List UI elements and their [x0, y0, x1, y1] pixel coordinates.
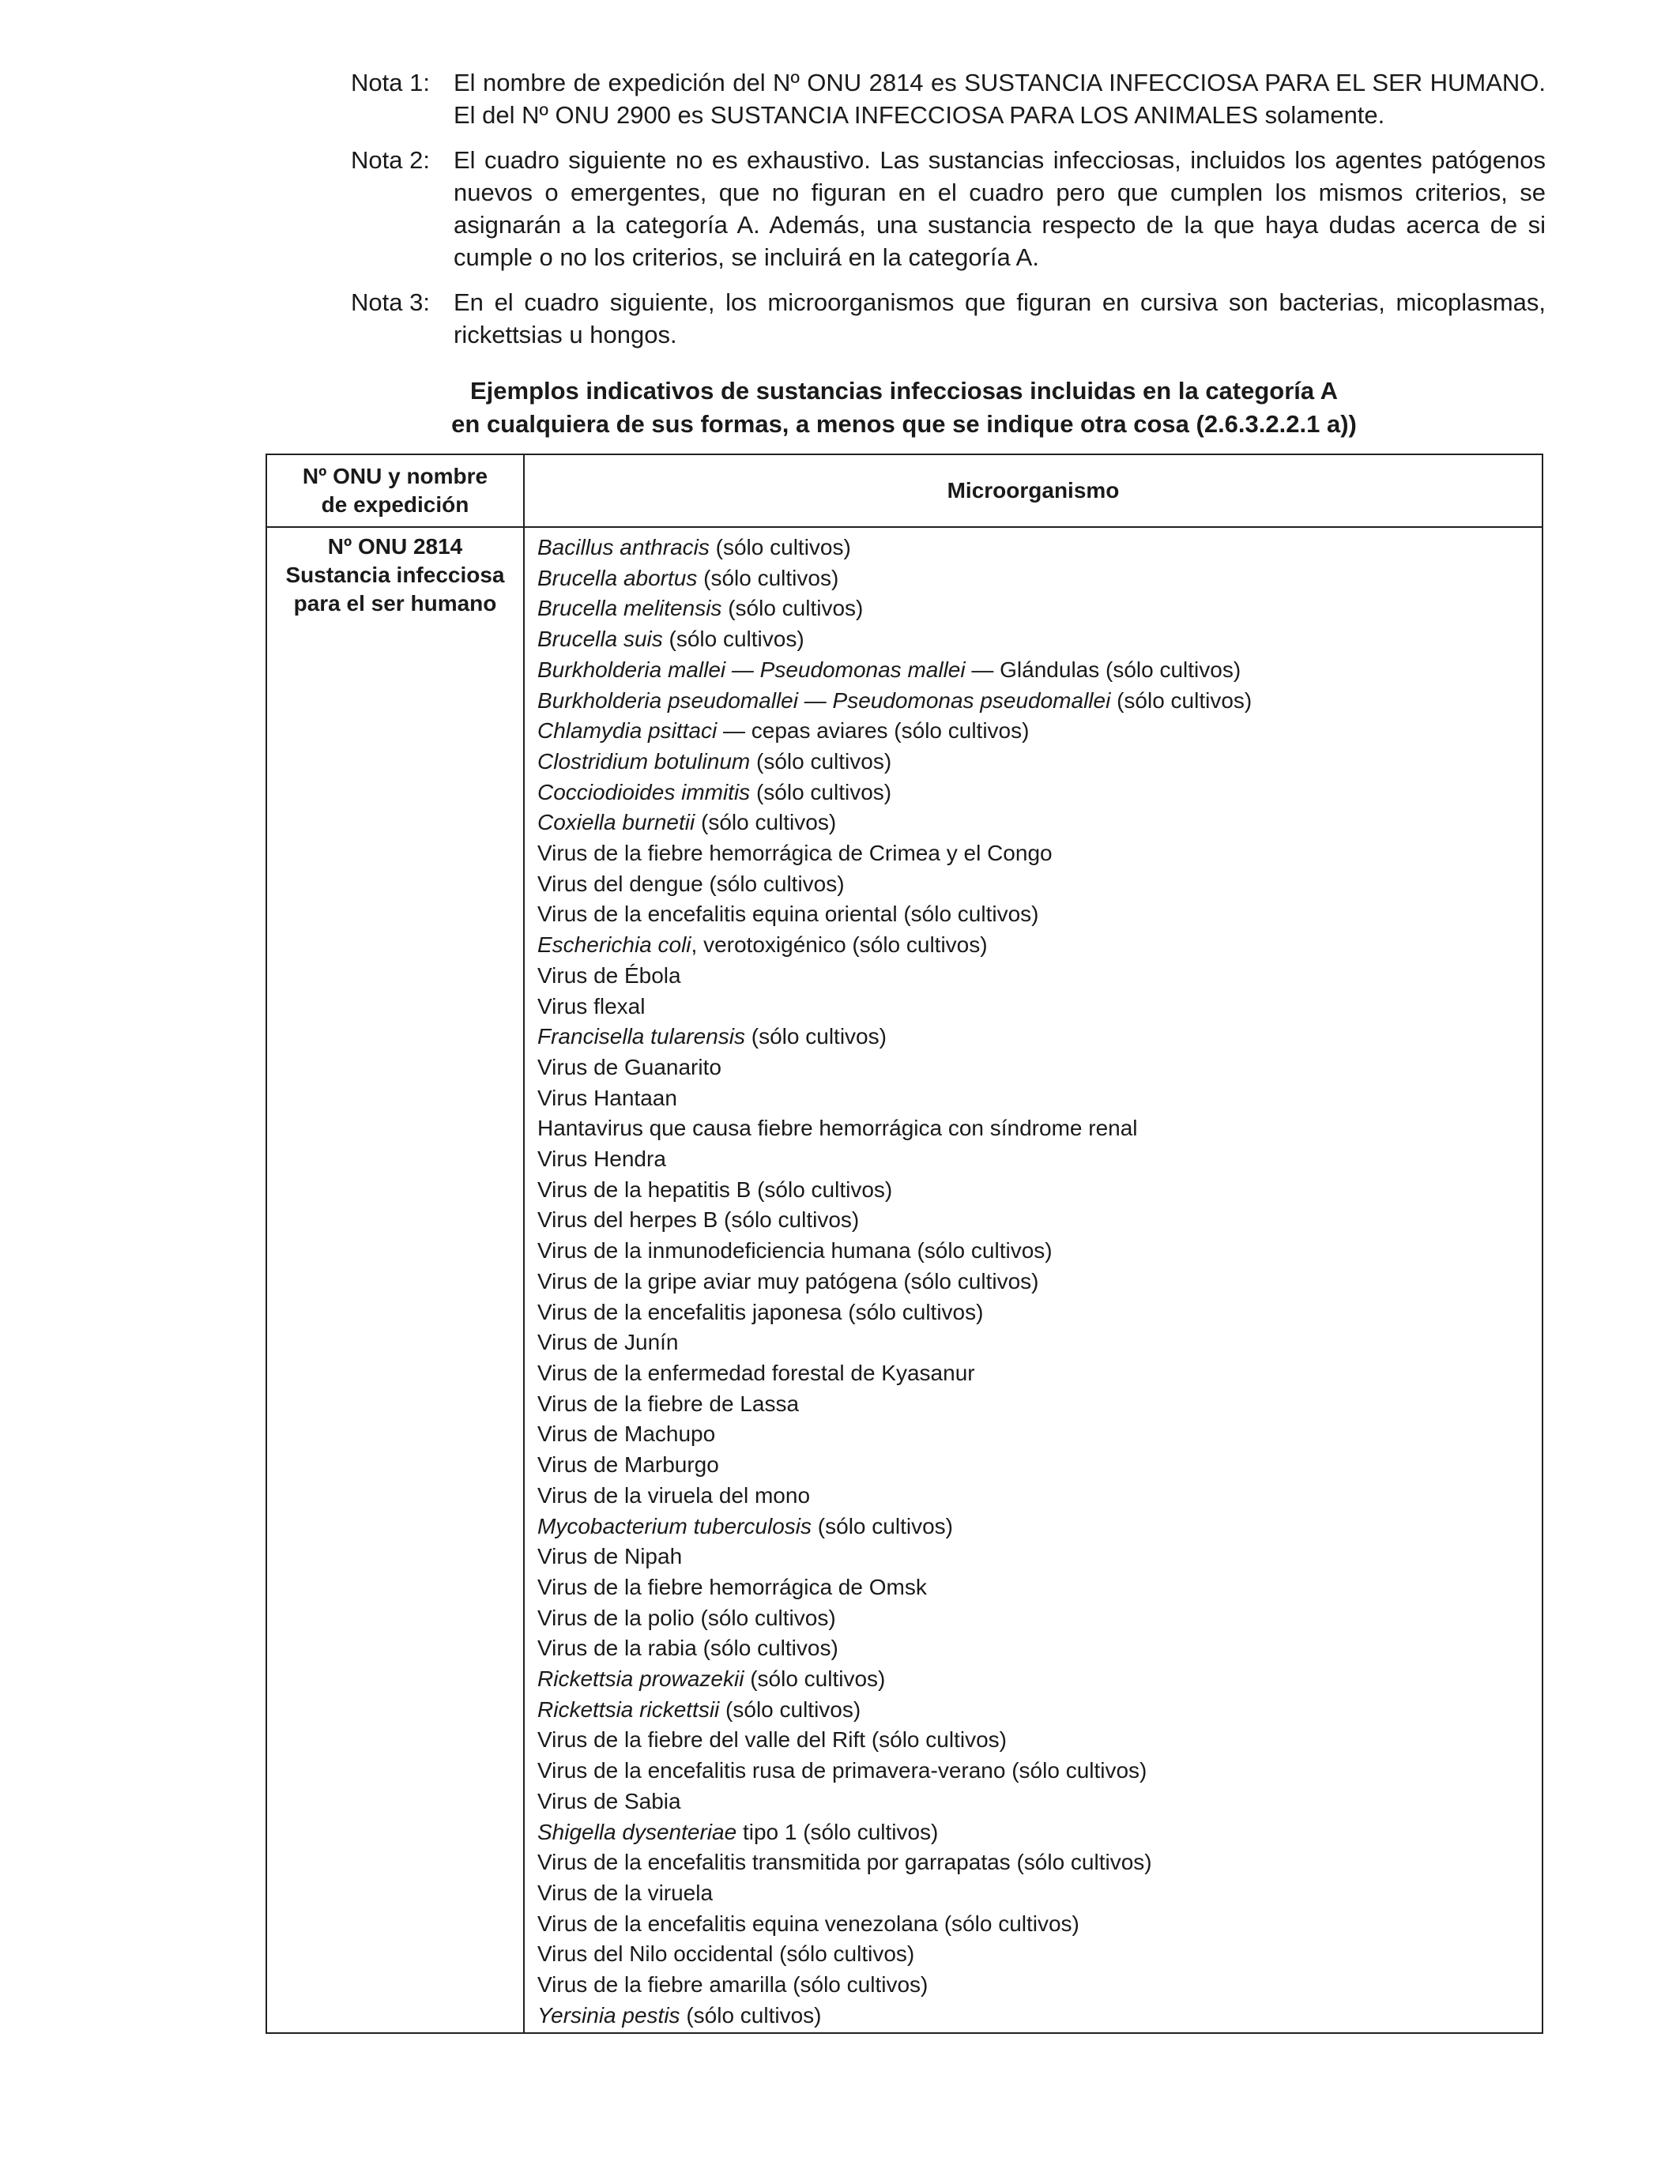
list-item	[537, 1113, 1252, 1144]
header-un-line-2: de expedición	[321, 492, 469, 517]
organism-text: Virus de Nipah	[537, 1544, 683, 1569]
list-item	[537, 1052, 1252, 1083]
list-item	[537, 716, 1252, 747]
list-item	[537, 1512, 1252, 1542]
organism-text: Virus de la hepatitis B (sólo cultivos)	[537, 1177, 893, 1202]
note-text: El nombre de expedición del Nº ONU 2814 es SUSTANCIA INFECCIOSA PARA EL SER HUMANO. El del Nº ONU 2900 es SUSTANCIA INFECCIOSA PARA LOS ANIMALES solamente.	[454, 69, 1546, 129]
organism-text: tipo 1 (sólo cultivos)	[736, 1819, 939, 1844]
organism-text: Virus del herpes B (sólo cultivos)	[537, 1207, 860, 1233]
microorganism-table	[266, 454, 1543, 2034]
list-item	[537, 1481, 1252, 1512]
italic-organism-name: Francisella tularensis	[537, 1024, 745, 1049]
italic-organism-name: Rickettsia prowazekii	[537, 1666, 744, 1692]
notes-section	[319, 66, 1546, 363]
organism-text: (sólo cultivos)	[744, 1666, 886, 1692]
list-item	[537, 1970, 1252, 2001]
organism-text: Virus de la encefalitis equina oriental (sólo cultivos)	[537, 902, 1039, 927]
organism-text: (sólo cultivos)	[662, 627, 804, 652]
list-item	[537, 1389, 1252, 1420]
note-2	[319, 144, 1546, 273]
organism-text: Virus de la fiebre amarilla (sólo cultivos)	[537, 1972, 929, 1998]
organism-text: , verotoxigénico (sólo cultivos)	[691, 932, 988, 958]
italic-organism-name: Escherichia coli	[537, 932, 691, 958]
organism-text: Virus de la viruela	[537, 1880, 714, 1905]
header-microorganism: Microorganismo	[947, 478, 1120, 503]
header-un-line-1: Nº ONU y nombre	[302, 464, 488, 488]
italic-organism-name: Yersinia pestis	[537, 2002, 680, 2028]
note-text: En el cuadro siguiente, los microorganismos que figuran en cursiva son bacterias, micoplasmas, rickettsias u hongos.	[454, 288, 1546, 348]
note-1	[319, 66, 1546, 131]
list-item	[537, 1205, 1252, 1236]
list-item	[537, 1725, 1252, 1756]
organism-text: (sólo cultivos)	[745, 1024, 887, 1049]
list-item	[537, 747, 1252, 778]
note-label: Nota 3:	[351, 288, 430, 316]
organism-text: Virus del Nilo occidental (sólo cultivos)	[537, 1941, 915, 1967]
organism-text: (sólo cultivos)	[697, 565, 839, 590]
list-item	[537, 1144, 1252, 1175]
list-item	[537, 686, 1252, 717]
note-label: Nota 2:	[351, 146, 430, 174]
list-item	[537, 1909, 1252, 1940]
italic-organism-name: Mycobacterium tuberculosis	[537, 1513, 812, 1538]
list-item	[537, 992, 1252, 1022]
list-item	[537, 1939, 1252, 1970]
italic-organism-name: Coxiella burnetii	[537, 810, 695, 835]
list-item	[537, 1022, 1252, 1052]
list-item	[537, 1695, 1252, 1726]
caption-line-1: Ejemplos indicativos de sustancias infecciosas incluidas en la categoría A	[469, 377, 1339, 405]
list-item	[537, 778, 1252, 808]
column-divider	[523, 455, 525, 2032]
table-header	[267, 455, 1542, 528]
un-line-3: para el ser humano	[293, 591, 497, 616]
organism-text: Virus de la encefalitis transmitida por garrapatas (sólo cultivos)	[537, 1850, 1152, 1875]
list-item	[537, 808, 1252, 838]
list-item	[537, 1236, 1252, 1267]
microorganism-list	[537, 533, 1252, 2031]
list-item	[537, 961, 1252, 992]
organism-text: (sólo cultivos)	[680, 2002, 822, 2028]
list-item	[537, 624, 1252, 655]
organism-text: Virus de la fiebre del valle del Rift (sólo cultivos)	[537, 1727, 1007, 1753]
list-item	[537, 563, 1252, 594]
organism-text: Virus de la rabia (sólo cultivos)	[537, 1636, 838, 1661]
organism-text: Virus de la fiebre hemorrágica de Crimea y el Congo	[537, 841, 1053, 866]
un-number-cell	[267, 533, 523, 618]
organism-text: Virus de la encefalitis equina venezolana (sólo cultivos)	[537, 1911, 1079, 1936]
organism-text: Virus de la gripe aviar muy patógena (sólo cultivos)	[537, 1268, 1039, 1293]
italic-organism-name: Rickettsia rickettsii	[537, 1696, 720, 1722]
organism-text: Virus de la fiebre de Lassa	[537, 1391, 800, 1416]
list-item	[537, 1633, 1252, 1664]
list-item	[537, 1297, 1252, 1328]
organism-text: Virus Hantaan	[537, 1085, 677, 1110]
organism-text: (sólo cultivos)	[709, 535, 851, 559]
list-item	[537, 655, 1252, 686]
organism-text: Virus del dengue (sólo cultivos)	[537, 871, 845, 896]
organism-text: Virus flexal	[537, 993, 646, 1019]
note-label: Nota 1:	[351, 69, 430, 96]
list-item	[537, 1817, 1252, 1848]
un-line-1: Nº ONU 2814	[327, 534, 463, 559]
italic-organism-name: Brucella melitensis	[537, 596, 722, 621]
organism-text: (sólo cultivos)	[695, 810, 837, 835]
organism-text: Virus de Machupo	[537, 1421, 716, 1447]
list-item	[537, 1327, 1252, 1358]
italic-organism-name: Cocciodioides immitis	[537, 779, 751, 804]
italic-organism-name: Burkholderia mallei — Pseudomonas mallei	[537, 657, 966, 682]
list-item	[537, 899, 1252, 930]
list-item	[537, 1083, 1252, 1114]
caption-line-2: en cualquiera de sus formas, a menos que se indique otra cosa (2.6.3.2.2.1 a))	[451, 410, 1357, 438]
list-item	[537, 533, 1252, 563]
list-item	[537, 869, 1252, 900]
organism-text: Virus de Guanarito	[537, 1054, 721, 1079]
list-item	[537, 1175, 1252, 1206]
organism-text: Virus de Junín	[537, 1330, 679, 1355]
organism-text: Virus de la fiebre hemorrágica de Omsk	[537, 1574, 927, 1599]
table-caption	[266, 375, 1543, 441]
organism-text: Virus de la encefalitis japonesa (sólo cultivos)	[537, 1299, 984, 1324]
list-item	[537, 1756, 1252, 1787]
list-item	[537, 1542, 1252, 1572]
list-item	[537, 1419, 1252, 1450]
italic-organism-name: Brucella abortus	[537, 565, 698, 590]
note-text: El cuadro siguiente no es exhaustivo. Las sustancias infecciosas, incluidos los agentes patógenos nuevos o emergentes, que no figuran en el cuadro pero que cumplen los mismos criterios, se asignarán a la categoría A. Además, una sustancia respecto de la que haya dudas acerca de si cumple o no los criterios, se incluirá en la categoría A.	[454, 146, 1546, 271]
list-item	[537, 1603, 1252, 1634]
list-item	[537, 1878, 1252, 1909]
organism-text: — Glándulas (sólo cultivos)	[965, 657, 1241, 682]
organism-text: Virus de Marburgo	[537, 1452, 719, 1478]
italic-organism-name: Burkholderia pseudomallei — Pseudomonas pseudomallei	[537, 687, 1111, 713]
note-3	[319, 286, 1546, 351]
organism-text: Virus de la viruela del mono	[537, 1482, 811, 1508]
organism-text: Virus de la encefalitis rusa de primavera-verano (sólo cultivos)	[537, 1758, 1147, 1783]
list-item	[537, 1847, 1252, 1878]
list-item	[537, 593, 1252, 624]
list-item	[537, 1358, 1252, 1389]
list-item	[537, 838, 1252, 869]
organism-text: Hantavirus que causa fiebre hemorrágica con síndrome renal	[537, 1116, 1138, 1141]
organism-text: Virus de la inmunodeficiencia humana (sólo cultivos)	[537, 1238, 1053, 1263]
organism-text: (sólo cultivos)	[750, 779, 892, 804]
organism-text: (sólo cultivos)	[750, 748, 892, 774]
organism-text: (sólo cultivos)	[719, 1696, 861, 1722]
italic-organism-name: Chlamydia psittaci	[537, 718, 718, 744]
list-item	[537, 1787, 1252, 1817]
organism-text: — cepas aviares (sólo cultivos)	[717, 718, 1030, 744]
organism-text: Virus de Ébola	[537, 962, 681, 988]
italic-organism-name: Bacillus anthracis	[537, 535, 710, 559]
list-item	[537, 1450, 1252, 1481]
list-item	[537, 2001, 1252, 2031]
list-item	[537, 930, 1252, 961]
organism-text: (sólo cultivos)	[721, 596, 864, 621]
organism-text: Virus de Sabia	[537, 1788, 681, 1813]
header-un-number	[267, 455, 523, 526]
italic-organism-name: Clostridium botulinum	[537, 748, 751, 774]
organism-text: (sólo cultivos)	[812, 1513, 953, 1538]
organism-text: Virus Hendra	[537, 1147, 666, 1172]
list-item	[537, 1267, 1252, 1297]
un-line-2: Sustancia infecciosa	[285, 563, 505, 587]
italic-organism-name: Shigella dysenteriae	[537, 1819, 737, 1844]
organism-text: (sólo cultivos)	[1110, 687, 1252, 713]
list-item	[537, 1664, 1252, 1695]
organism-text: Virus de la enfermedad forestal de Kyasanur	[537, 1360, 975, 1385]
list-item	[537, 1572, 1252, 1603]
organism-text: Virus de la polio (sólo cultivos)	[537, 1605, 836, 1630]
italic-organism-name: Brucella suis	[537, 627, 663, 652]
